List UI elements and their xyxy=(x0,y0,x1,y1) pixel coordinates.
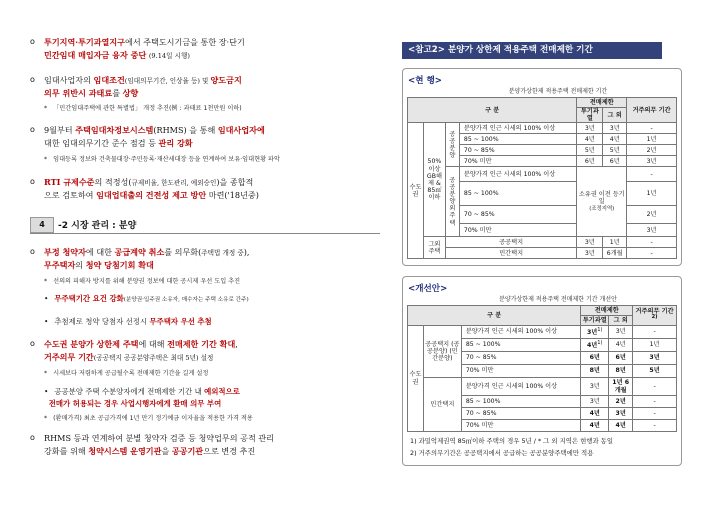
text-c: (RHMS) 을 통해 xyxy=(153,125,218,135)
h-geoju xyxy=(633,306,677,326)
cell: 4년 xyxy=(603,134,627,145)
sub-note-s6a xyxy=(44,369,380,378)
text-d: )을 종합적 xyxy=(216,177,254,187)
bullet-p3 xyxy=(30,124,380,150)
bullet-p6 xyxy=(30,338,380,364)
cell: 8년 xyxy=(609,365,633,378)
mingan-group: 민간택지 xyxy=(423,378,461,432)
cell: 6개월 xyxy=(603,248,627,259)
text-d: 양도금지 xyxy=(210,75,242,85)
sub-note-s2 xyxy=(44,104,380,113)
cell: 2년 xyxy=(627,145,677,156)
text-d: (9.14일 시행) xyxy=(148,52,190,61)
text-f: ), xyxy=(243,247,250,257)
cell: 3년 xyxy=(577,237,603,248)
sup-1: 1) xyxy=(597,326,603,333)
h-geoju-text: 거주의무 기간 xyxy=(635,307,674,315)
bullet-marker: o xyxy=(30,37,35,46)
sub-text: 「민간임대주택에 관한 특별법」 개정 추진(例 : 과태료 1천만원 이하) xyxy=(53,105,242,112)
text-e: 주택법 개정 중 xyxy=(201,249,244,257)
cell: 4년 xyxy=(581,408,609,420)
text-c: 공급계약 취소 xyxy=(114,247,165,257)
text-c: 민간임대 매입자금 융자 중단 xyxy=(44,50,147,61)
sup-2: 2) xyxy=(651,313,658,320)
row-label: 70% 미만 xyxy=(459,224,576,237)
bullet-p5 xyxy=(30,246,380,272)
section-number-box: 4 xyxy=(30,217,54,233)
improved-tag: <개선안> xyxy=(408,284,448,294)
improved-caption: 분양가상한제 적용주택 전매제한 기간 개선안 xyxy=(499,296,617,303)
row-label: 70 ~ 85% xyxy=(461,352,581,365)
cell: - xyxy=(633,408,677,420)
cell: - xyxy=(633,326,677,339)
text-a: 투기지역·투기과열지구 xyxy=(44,37,126,47)
text-b: 에 대해 xyxy=(138,339,168,349)
cell-value: 3년 xyxy=(586,328,598,336)
cell: 3년 xyxy=(577,248,603,259)
cell: 3년 xyxy=(577,123,603,134)
text-c: (임대의무기간, 인상율 등) 및 xyxy=(124,77,211,85)
cell-value: 4년 xyxy=(586,341,598,349)
cell: 3년 xyxy=(603,123,627,134)
bullet-marker: o xyxy=(30,177,35,186)
text-d: 을 xyxy=(161,446,172,457)
row-label: 분양가격 인근 시세의 100% 이상 xyxy=(459,167,576,182)
row-label: 분양가격 인근 시세의 100% 이상 xyxy=(459,123,576,134)
sojjugwon-cell xyxy=(577,167,627,237)
cell: 3년 xyxy=(609,408,633,420)
cell: - xyxy=(633,378,677,396)
text-a: 9월부터 xyxy=(44,125,76,135)
sub-marker: * xyxy=(44,370,48,377)
sub-text-b: (분양권·입주권 소유자, 매수자는 주택 소유로 간주) xyxy=(123,297,249,303)
text-b: 강화를 위해 xyxy=(44,446,89,457)
text-i: 청약 당첨기회 확대 xyxy=(85,260,154,271)
guwoe-group: 그외 주택 xyxy=(423,237,445,259)
text-f: 를 xyxy=(112,88,123,99)
footnote-2: 2) 거주의무기간은 공공택지에서 공급하는 공공분양주택에만 적용 xyxy=(410,449,594,457)
sub-text-b: 예외적으로 xyxy=(204,387,240,396)
gonggong-group: 공공택지 (공공분양) (민간분양) xyxy=(423,326,461,378)
sub-note-s5a xyxy=(44,277,380,286)
bullet-marker: o xyxy=(30,339,35,348)
cell: - xyxy=(627,248,677,259)
cell: 5년 xyxy=(577,145,603,156)
sub-text-c: 전매가 허용되는 경우 사업시행자에게 환매 의무 부여 xyxy=(48,398,222,408)
sub-text-b: 무주택자 우선 추첨 xyxy=(149,317,212,326)
cell: 3년 xyxy=(627,224,677,237)
text-g: 무주택자 xyxy=(44,260,76,271)
text-f: 으로 변경 추진 xyxy=(203,446,256,457)
sub-note-s6b xyxy=(44,386,380,410)
h-gubun: 구 분 xyxy=(408,306,581,326)
cell: 5년 xyxy=(633,365,677,378)
cell: - xyxy=(633,396,677,408)
section-header xyxy=(30,217,380,234)
cell: 4년 xyxy=(581,420,609,432)
gonggongwoe-group: 공공분양외주택 xyxy=(445,167,459,237)
text-b: 에 대한 xyxy=(85,247,115,257)
text-a: 부정 청약자 xyxy=(44,247,86,257)
cell: 4년 xyxy=(577,134,603,145)
cell: - xyxy=(627,123,677,134)
sojjugwon-note: (조정지역) xyxy=(589,206,615,213)
text-a: 임대사업자의 xyxy=(44,75,94,85)
cell: 2년 xyxy=(609,396,633,408)
text-b: 임대조건 xyxy=(93,75,125,85)
text-e: 거주의무 기간 xyxy=(44,352,94,363)
sudogwon: 수도권 xyxy=(408,123,424,259)
cell: 4년 xyxy=(609,420,633,432)
sub-marker: * xyxy=(44,156,48,163)
text-a: RTI 규제수준 xyxy=(44,177,95,187)
cell: 6년 xyxy=(603,156,627,167)
h-geuoe: 그 외 xyxy=(609,316,633,326)
bullet-marker: o xyxy=(30,433,35,442)
cell: 1년 xyxy=(627,134,677,145)
text-d: , xyxy=(235,339,238,349)
text-d: 임대사업자에 xyxy=(217,125,265,135)
bullet-p4 xyxy=(30,176,380,202)
cell: 5년 xyxy=(603,145,627,156)
sup-1: 1) xyxy=(597,339,603,346)
text-g: 상향 xyxy=(122,88,139,99)
cell: 6년 xyxy=(609,352,633,365)
text-b: 주택임대차정보시스템 xyxy=(75,125,154,135)
reference-title: <참고2> 분양가 상한제 적용주택 전매제한 기간 xyxy=(402,42,662,59)
bullet-p7 xyxy=(30,432,380,458)
current-caption: 분양가상한제 적용주택 전매제한 기간 xyxy=(508,88,608,95)
text-e: 대한 임대의무기간 준수 점검 등 xyxy=(44,138,159,149)
sudogwon: 수도권 xyxy=(408,326,424,432)
cell: - xyxy=(627,237,677,248)
row-label: 민간택지 xyxy=(445,248,576,259)
h-geoju: 거주의무 기간 xyxy=(627,98,677,123)
text-a: 수도권 분양가 상한제 주택 xyxy=(44,339,139,349)
cell: - xyxy=(633,420,677,432)
sub-marker: * xyxy=(44,278,48,285)
row-label: 70 ~ 85% xyxy=(459,206,576,224)
cell: 8년 xyxy=(581,365,609,378)
sub-text: 임대등록 정보와 건축물대장·주민등록·재산세대장 등을 연계하여 보유·임대현황 파악 xyxy=(53,156,280,163)
h-gubun: 구 분 xyxy=(408,98,577,123)
gonggong-group: 공공분양 xyxy=(445,123,459,167)
row-label: 분양가격 인근 시세의 100% 이상 xyxy=(461,326,581,339)
sub-text: (환매가격) 최초 공급가격에 1년 만기 정기예금 이자율을 적용한 가격 적용 xyxy=(53,415,253,422)
h-jeonmae: 전매제한 xyxy=(577,98,627,108)
sub-marker: * xyxy=(44,105,48,112)
cell: 2년 xyxy=(627,206,677,224)
cell: 1년 xyxy=(603,237,627,248)
current-table xyxy=(407,97,677,259)
row-label: 85 ~ 100% xyxy=(461,396,581,408)
text-b: 에서 주택도시기금을 통한 장·단기 xyxy=(125,37,245,47)
row-label: 분양가격 인근 시세의 100% 이상 xyxy=(461,378,581,396)
row-label: 70 ~ 85% xyxy=(459,145,576,156)
cell: 3년 xyxy=(609,326,633,339)
h-tugi: 투기과열 xyxy=(577,108,603,123)
text-d: 를 의무화( xyxy=(164,247,202,257)
row-label: 공공택지 xyxy=(445,237,576,248)
sub-note-s3 xyxy=(44,155,380,164)
row-label: 85 ~ 100% xyxy=(461,339,581,352)
sub-text: 시세보다 저렴하게 공급될수록 전매제한 기간을 길게 설정 xyxy=(53,370,209,377)
cell: 6년 xyxy=(581,352,609,365)
cell: 1년 xyxy=(627,182,677,206)
sub-marker: • xyxy=(44,317,49,326)
sub-text: 선의의 피해자 방지를 위해 분양권 정보에 대한 공시제 우선 도입 추진 xyxy=(53,278,241,285)
text-c: 전매제한 기간 확대 xyxy=(167,339,236,349)
text-h: 의 xyxy=(75,260,86,271)
over50-group: 50% 이상 GB해제 & 85㎡ 이하 xyxy=(423,123,445,237)
cell xyxy=(581,326,609,339)
sub-note-s5b xyxy=(44,293,380,304)
sub-marker: • xyxy=(44,294,49,303)
text-a: RHMS 등과 연계하여 분별 청약자 검증 등 청약업무의 공적 관리 xyxy=(44,433,274,443)
row-label: 85 ~ 100% xyxy=(459,134,576,145)
bullet-marker: o xyxy=(30,75,35,84)
text-c: 규제비율, 한도관리, 예외승인 xyxy=(131,179,217,187)
bullet-marker: o xyxy=(30,247,35,256)
text-f: (공공택지 공공분양주택은 최대 5년) 설정 xyxy=(93,354,214,363)
cell: 3년 xyxy=(581,396,609,408)
cell: 4년 xyxy=(609,339,633,352)
text-f: 관리 강화 xyxy=(158,138,193,149)
section-title: -2 시장 관리 : 분양 xyxy=(58,221,137,231)
row-label: 70% 미만 xyxy=(461,365,581,378)
cell: 1년 6개월 xyxy=(609,378,633,396)
bullet-marker: o xyxy=(30,125,35,134)
improved-table xyxy=(407,305,677,432)
current-tag: <현 행> xyxy=(408,76,442,86)
h-geuoe: 그 외 xyxy=(603,108,627,123)
cell: 3년 xyxy=(581,378,609,396)
cell: 6년 xyxy=(577,156,603,167)
cell: 3년 xyxy=(627,156,677,167)
text-e: 공공기관 xyxy=(171,446,204,457)
sub-text-a: 공공분양 주택 수분양자에게 전매제한 기간 내 xyxy=(54,387,205,396)
cell xyxy=(581,339,609,352)
text-g: 마련('18년중) xyxy=(206,190,259,201)
bullet-p2 xyxy=(30,74,380,100)
bullet-p1 xyxy=(30,36,380,62)
sub-marker: * xyxy=(44,415,48,422)
cell: 3년 xyxy=(633,352,677,365)
row-label: 70 ~ 85% xyxy=(461,408,581,420)
row-label: 70% 미만 xyxy=(459,156,576,167)
cell: - xyxy=(627,167,677,182)
text-b: 의 적정성( xyxy=(94,177,132,187)
cell: 1년 xyxy=(633,339,677,352)
text-f: 임대업대출의 건전성 제고 방안 xyxy=(96,190,207,201)
text-e: 으로 검토하여 xyxy=(44,190,97,201)
sub-text-a: 추첨제로 청약 당첨자 선정시 xyxy=(54,317,150,326)
sub-note-s5c xyxy=(44,316,380,327)
footnote-1: 1) 과밀억제권역 85㎡이하 주택의 경우 5년 / * 그 외 지역은 현행과 동일 xyxy=(410,437,614,445)
sub-note-s6c xyxy=(44,414,380,423)
row-label: 85 ~ 100% xyxy=(459,182,576,206)
sub-text-a: 무주택기간 요건 강화 xyxy=(54,294,124,303)
sojjugwon-text: 소유권 이전 등기일 xyxy=(578,191,625,206)
h-tugi: 투기과열 xyxy=(582,316,607,324)
h-jeonmae: 전매제한 xyxy=(581,306,633,316)
text-c: 청약시스템 운영기관 xyxy=(88,446,162,457)
text-e: 의무 위반시 과태료 xyxy=(44,88,113,99)
row-label: 70% 미만 xyxy=(461,420,581,432)
sub-marker: • xyxy=(44,387,49,396)
